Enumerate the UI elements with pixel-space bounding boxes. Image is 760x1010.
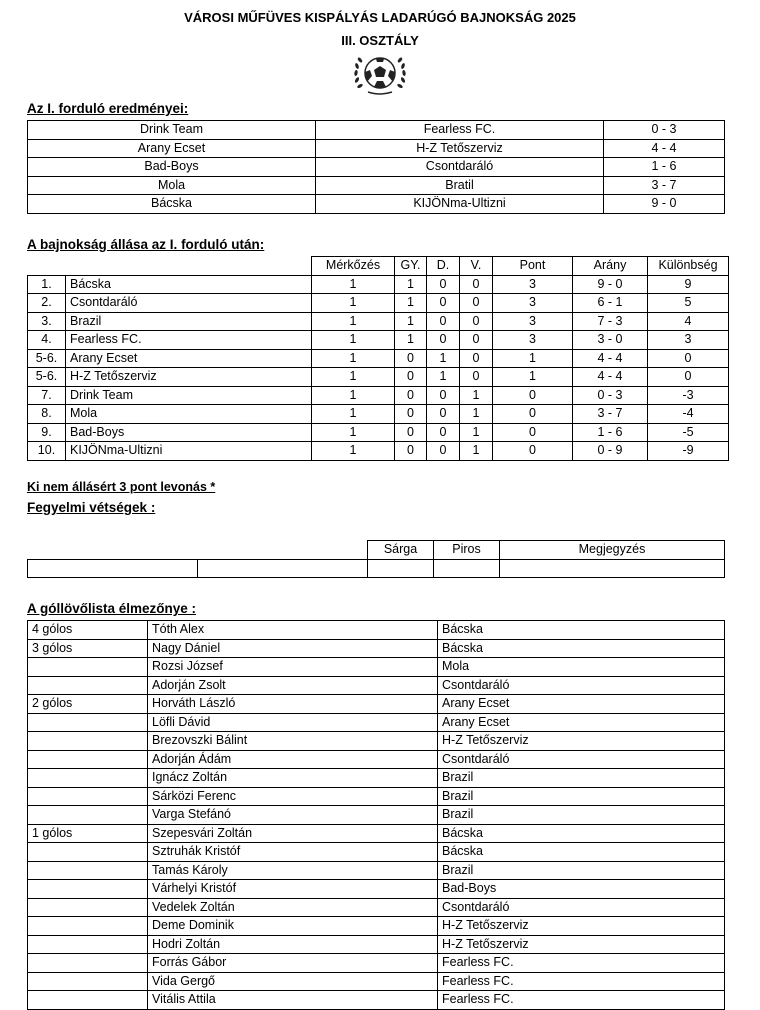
table-cell: 3 bbox=[493, 275, 573, 294]
table-cell: 1 bbox=[493, 349, 573, 368]
discipline-header-row bbox=[28, 541, 725, 560]
table-row bbox=[28, 861, 725, 880]
table-row bbox=[28, 676, 725, 695]
column-header: GY. bbox=[395, 257, 427, 276]
table-cell: Tamás Károly bbox=[148, 861, 438, 880]
table-cell: 9 - 0 bbox=[604, 195, 725, 214]
table-cell: Brazil bbox=[438, 787, 725, 806]
table-cell: 0 - 9 bbox=[573, 442, 648, 461]
table-cell: 2. bbox=[28, 294, 66, 313]
table-row bbox=[28, 824, 725, 843]
penalty-note: Ki nem állásért 3 pont levonás * bbox=[27, 480, 216, 494]
table-cell: 4 - 4 bbox=[604, 139, 725, 158]
table-cell: 1 - 6 bbox=[604, 158, 725, 177]
table-cell: 0 bbox=[460, 312, 493, 331]
table-cell: 0 bbox=[493, 386, 573, 405]
column-header: Különbség bbox=[648, 257, 729, 276]
column-header: Piros bbox=[434, 541, 500, 560]
table-cell: 0 bbox=[493, 442, 573, 461]
table-cell bbox=[28, 769, 148, 788]
table-cell: Bratil bbox=[316, 176, 604, 195]
table-row bbox=[28, 695, 725, 714]
table-cell: Fearless FC. bbox=[438, 972, 725, 991]
table-row bbox=[28, 158, 725, 177]
table-cell: Bácska bbox=[438, 824, 725, 843]
table-cell: 0 bbox=[460, 294, 493, 313]
results-heading: Az I. forduló eredményei: bbox=[27, 101, 189, 116]
table-cell: Forrás Gábor bbox=[148, 954, 438, 973]
table-cell: 1 bbox=[312, 275, 395, 294]
page-title: VÁROSI MŰFÜVES KISPÁLYÁS LADARÚGÓ BAJNOKSÁG 2025 bbox=[184, 10, 576, 25]
table-row bbox=[28, 880, 725, 899]
table-cell: -4 bbox=[648, 405, 729, 424]
table-cell bbox=[28, 750, 148, 769]
table-cell: 0 bbox=[427, 275, 460, 294]
table-cell: Mola bbox=[28, 176, 316, 195]
table-cell: 0 bbox=[493, 405, 573, 424]
table-cell: 0 bbox=[427, 294, 460, 313]
table-cell: 3 bbox=[493, 312, 573, 331]
table-cell: 4 - 4 bbox=[573, 368, 648, 387]
table-cell bbox=[28, 972, 148, 991]
table-cell: Drink Team bbox=[28, 121, 316, 140]
table-cell: H-Z Tetőszerviz bbox=[438, 732, 725, 751]
table-cell: 9 - 0 bbox=[573, 275, 648, 294]
table-cell bbox=[28, 880, 148, 899]
table-cell: 0 bbox=[460, 349, 493, 368]
table-cell bbox=[28, 658, 148, 677]
table-cell: 0 bbox=[648, 368, 729, 387]
table-cell: 1 bbox=[312, 312, 395, 331]
table-cell: H-Z Tetőszerviz bbox=[66, 368, 312, 387]
table-cell: 1 bbox=[312, 386, 395, 405]
table-cell: Sárközi Ferenc bbox=[148, 787, 438, 806]
table-cell: 0 bbox=[427, 423, 460, 442]
table-cell: Arany Ecset bbox=[438, 713, 725, 732]
table-cell: 4 - 4 bbox=[573, 349, 648, 368]
table-cell: Rozsi József bbox=[148, 658, 438, 677]
table-cell bbox=[28, 917, 148, 936]
table-cell: Brazil bbox=[438, 861, 725, 880]
table-cell: Nagy Dániel bbox=[148, 639, 438, 658]
table-cell: 4. bbox=[28, 331, 66, 350]
column-header: V. bbox=[460, 257, 493, 276]
table-cell: Bad-Boys bbox=[438, 880, 725, 899]
table-cell: 0 - 3 bbox=[604, 121, 725, 140]
table-cell: Csontdaráló bbox=[316, 158, 604, 177]
table-cell: Arany Ecset bbox=[438, 695, 725, 714]
scorers-table bbox=[27, 620, 725, 1010]
table-cell: 0 bbox=[648, 349, 729, 368]
table-cell bbox=[28, 991, 148, 1010]
standings-header-row bbox=[28, 257, 729, 276]
table-row bbox=[28, 294, 729, 313]
table-cell: Drink Team bbox=[66, 386, 312, 405]
table-cell: 0 bbox=[493, 423, 573, 442]
table-cell: Brazil bbox=[66, 312, 312, 331]
table-cell: 0 bbox=[427, 442, 460, 461]
table-cell: 3 - 0 bbox=[573, 331, 648, 350]
table-row bbox=[28, 954, 725, 973]
table-cell bbox=[28, 732, 148, 751]
table-cell: Brezovszki Bálint bbox=[148, 732, 438, 751]
table-cell: 1 bbox=[395, 331, 427, 350]
table-cell: Horváth László bbox=[148, 695, 438, 714]
table-cell: 0 bbox=[427, 312, 460, 331]
table-cell: 1 bbox=[427, 368, 460, 387]
table-cell bbox=[28, 713, 148, 732]
table-row bbox=[28, 787, 725, 806]
page-subtitle: III. OSZTÁLY bbox=[341, 33, 419, 48]
table-cell: 0 bbox=[395, 368, 427, 387]
table-row bbox=[28, 312, 729, 331]
table-row bbox=[28, 139, 725, 158]
table-row bbox=[28, 368, 729, 387]
table-cell: Bácska bbox=[438, 843, 725, 862]
table-cell: Mola bbox=[438, 658, 725, 677]
table-row bbox=[28, 991, 725, 1010]
table-row bbox=[28, 917, 725, 936]
table-cell: Ignácz Zoltán bbox=[148, 769, 438, 788]
table-cell: 6 - 1 bbox=[573, 294, 648, 313]
table-cell: Vida Gergő bbox=[148, 972, 438, 991]
table-row bbox=[28, 423, 729, 442]
table-cell: 0 bbox=[395, 349, 427, 368]
table-cell: 1 - 6 bbox=[573, 423, 648, 442]
table-cell: Bácska bbox=[66, 275, 312, 294]
table-cell: Bácska bbox=[438, 621, 725, 640]
table-cell: 1 bbox=[460, 405, 493, 424]
table-row bbox=[28, 176, 725, 195]
table-cell: 0 bbox=[395, 442, 427, 461]
table-cell: H-Z Tetőszerviz bbox=[438, 935, 725, 954]
table-cell: 1 bbox=[427, 349, 460, 368]
table-cell: 0 bbox=[427, 386, 460, 405]
table-cell bbox=[28, 954, 148, 973]
table-cell: 1 bbox=[395, 294, 427, 313]
table-cell: 9 bbox=[648, 275, 729, 294]
table-cell: 7. bbox=[28, 386, 66, 405]
table-row bbox=[28, 935, 725, 954]
table-cell: 1 bbox=[312, 442, 395, 461]
discipline-table bbox=[27, 540, 725, 578]
table-cell: 1 bbox=[312, 331, 395, 350]
table-cell: Vedelek Zoltán bbox=[148, 898, 438, 917]
table-cell: 0 - 3 bbox=[573, 386, 648, 405]
table-cell: Csontdaráló bbox=[438, 898, 725, 917]
table-cell: Csontdaráló bbox=[66, 294, 312, 313]
table-cell: 1 bbox=[395, 312, 427, 331]
table-cell: Csontdaráló bbox=[438, 676, 725, 695]
table-cell: 4 gólos bbox=[28, 621, 148, 640]
scorers-heading: A góllövőlista élmezőnye : bbox=[27, 601, 197, 616]
table-cell: 8. bbox=[28, 405, 66, 424]
table-cell: Arany Ecset bbox=[28, 139, 316, 158]
table-cell: KIJÖNma-Ultizni bbox=[316, 195, 604, 214]
table-cell bbox=[28, 787, 148, 806]
table-cell: 1 bbox=[312, 423, 395, 442]
table-cell: Löfli Dávid bbox=[148, 713, 438, 732]
table-cell: 3 gólos bbox=[28, 639, 148, 658]
table-cell: Tóth Alex bbox=[148, 621, 438, 640]
table-cell: 3 bbox=[493, 331, 573, 350]
column-header: Megjegyzés bbox=[500, 541, 725, 560]
table-cell: 1 bbox=[395, 275, 427, 294]
table-row bbox=[28, 898, 725, 917]
table-cell: Várhelyi Kristóf bbox=[148, 880, 438, 899]
table-cell: Mola bbox=[66, 405, 312, 424]
table-cell: 0 bbox=[460, 275, 493, 294]
table-cell: Brazil bbox=[438, 769, 725, 788]
table-row bbox=[28, 442, 729, 461]
table-row bbox=[28, 121, 725, 140]
table-cell: H-Z Tetőszerviz bbox=[438, 917, 725, 936]
table-cell: Adorján Ádám bbox=[148, 750, 438, 769]
table-cell: 1. bbox=[28, 275, 66, 294]
table-cell: Bácska bbox=[28, 195, 316, 214]
table-cell: 10. bbox=[28, 442, 66, 461]
column-header: D. bbox=[427, 257, 460, 276]
table-row bbox=[28, 195, 725, 214]
table-row bbox=[28, 713, 725, 732]
table-cell: Hodri Zoltán bbox=[148, 935, 438, 954]
table-row bbox=[28, 806, 725, 825]
column-header: Arány bbox=[573, 257, 648, 276]
table-cell: Fearless FC. bbox=[438, 991, 725, 1010]
table-cell: 2 gólos bbox=[28, 695, 148, 714]
table-cell: Sztruhák Kristóf bbox=[148, 843, 438, 862]
table-cell: 1 bbox=[460, 442, 493, 461]
table-cell: H-Z Tetőszerviz bbox=[316, 139, 604, 158]
standings-table bbox=[27, 256, 729, 461]
table-cell: 3 - 7 bbox=[573, 405, 648, 424]
discipline-heading: Fegyelmi vétségek : bbox=[27, 500, 156, 515]
discipline-row bbox=[28, 559, 725, 578]
table-row bbox=[28, 972, 725, 991]
table-cell: 1 bbox=[312, 294, 395, 313]
table-row bbox=[28, 621, 725, 640]
table-cell: 0 bbox=[395, 423, 427, 442]
table-row bbox=[28, 405, 729, 424]
table-cell: 1 bbox=[460, 386, 493, 405]
soccer-ball-laurel-icon bbox=[350, 52, 410, 96]
table-cell: 1 bbox=[312, 405, 395, 424]
table-cell: Bad-Boys bbox=[28, 158, 316, 177]
table-cell: 1 bbox=[493, 368, 573, 387]
table-cell: Brazil bbox=[438, 806, 725, 825]
table-row bbox=[28, 732, 725, 751]
table-row bbox=[28, 349, 729, 368]
table-cell: 1 bbox=[312, 349, 395, 368]
table-cell: 3 bbox=[493, 294, 573, 313]
table-cell bbox=[28, 806, 148, 825]
table-cell: Fearless FC. bbox=[66, 331, 312, 350]
table-cell: -3 bbox=[648, 386, 729, 405]
table-cell: -5 bbox=[648, 423, 729, 442]
table-cell: -9 bbox=[648, 442, 729, 461]
table-row bbox=[28, 769, 725, 788]
table-cell bbox=[28, 676, 148, 695]
table-cell bbox=[28, 935, 148, 954]
table-cell: 5-6. bbox=[28, 368, 66, 387]
table-cell: 0 bbox=[427, 405, 460, 424]
results-table bbox=[27, 120, 725, 214]
column-header: Mérkőzés bbox=[312, 257, 395, 276]
table-cell bbox=[28, 861, 148, 880]
table-cell bbox=[28, 843, 148, 862]
table-cell: 1 bbox=[460, 423, 493, 442]
table-cell: 9. bbox=[28, 423, 66, 442]
table-cell: 0 bbox=[427, 331, 460, 350]
table-cell: 1 gólos bbox=[28, 824, 148, 843]
table-cell: 4 bbox=[648, 312, 729, 331]
table-row bbox=[28, 639, 725, 658]
table-cell: Bad-Boys bbox=[66, 423, 312, 442]
table-cell: 0 bbox=[395, 405, 427, 424]
table-cell: 5 bbox=[648, 294, 729, 313]
table-cell: 0 bbox=[460, 331, 493, 350]
table-cell: Varga Stefánó bbox=[148, 806, 438, 825]
table-cell: Fearless FC. bbox=[316, 121, 604, 140]
column-header: Pont bbox=[493, 257, 573, 276]
table-cell: KIJÖNma-Ultizni bbox=[66, 442, 312, 461]
table-cell: 7 - 3 bbox=[573, 312, 648, 331]
column-header: Sárga bbox=[368, 541, 434, 560]
table-cell: Csontdaráló bbox=[438, 750, 725, 769]
table-row bbox=[28, 750, 725, 769]
table-cell: 3. bbox=[28, 312, 66, 331]
table-cell: Szepesvári Zoltán bbox=[148, 824, 438, 843]
table-cell: Fearless FC. bbox=[438, 954, 725, 973]
table-cell: 1 bbox=[312, 368, 395, 387]
table-cell: 0 bbox=[395, 386, 427, 405]
table-cell: Adorján Zsolt bbox=[148, 676, 438, 695]
table-row bbox=[28, 843, 725, 862]
table-cell: 3 bbox=[648, 331, 729, 350]
table-cell: Arany Ecset bbox=[66, 349, 312, 368]
table-row bbox=[28, 275, 729, 294]
table-row bbox=[28, 331, 729, 350]
table-cell: Bácska bbox=[438, 639, 725, 658]
table-cell: 0 bbox=[460, 368, 493, 387]
table-cell: Vitális Attila bbox=[148, 991, 438, 1010]
table-row bbox=[28, 658, 725, 677]
table-cell: Deme Dominik bbox=[148, 917, 438, 936]
table-cell bbox=[28, 898, 148, 917]
table-cell: 5-6. bbox=[28, 349, 66, 368]
table-row bbox=[28, 386, 729, 405]
table-cell: 3 - 7 bbox=[604, 176, 725, 195]
standings-heading: A bajnokság állása az I. forduló után: bbox=[27, 237, 265, 252]
